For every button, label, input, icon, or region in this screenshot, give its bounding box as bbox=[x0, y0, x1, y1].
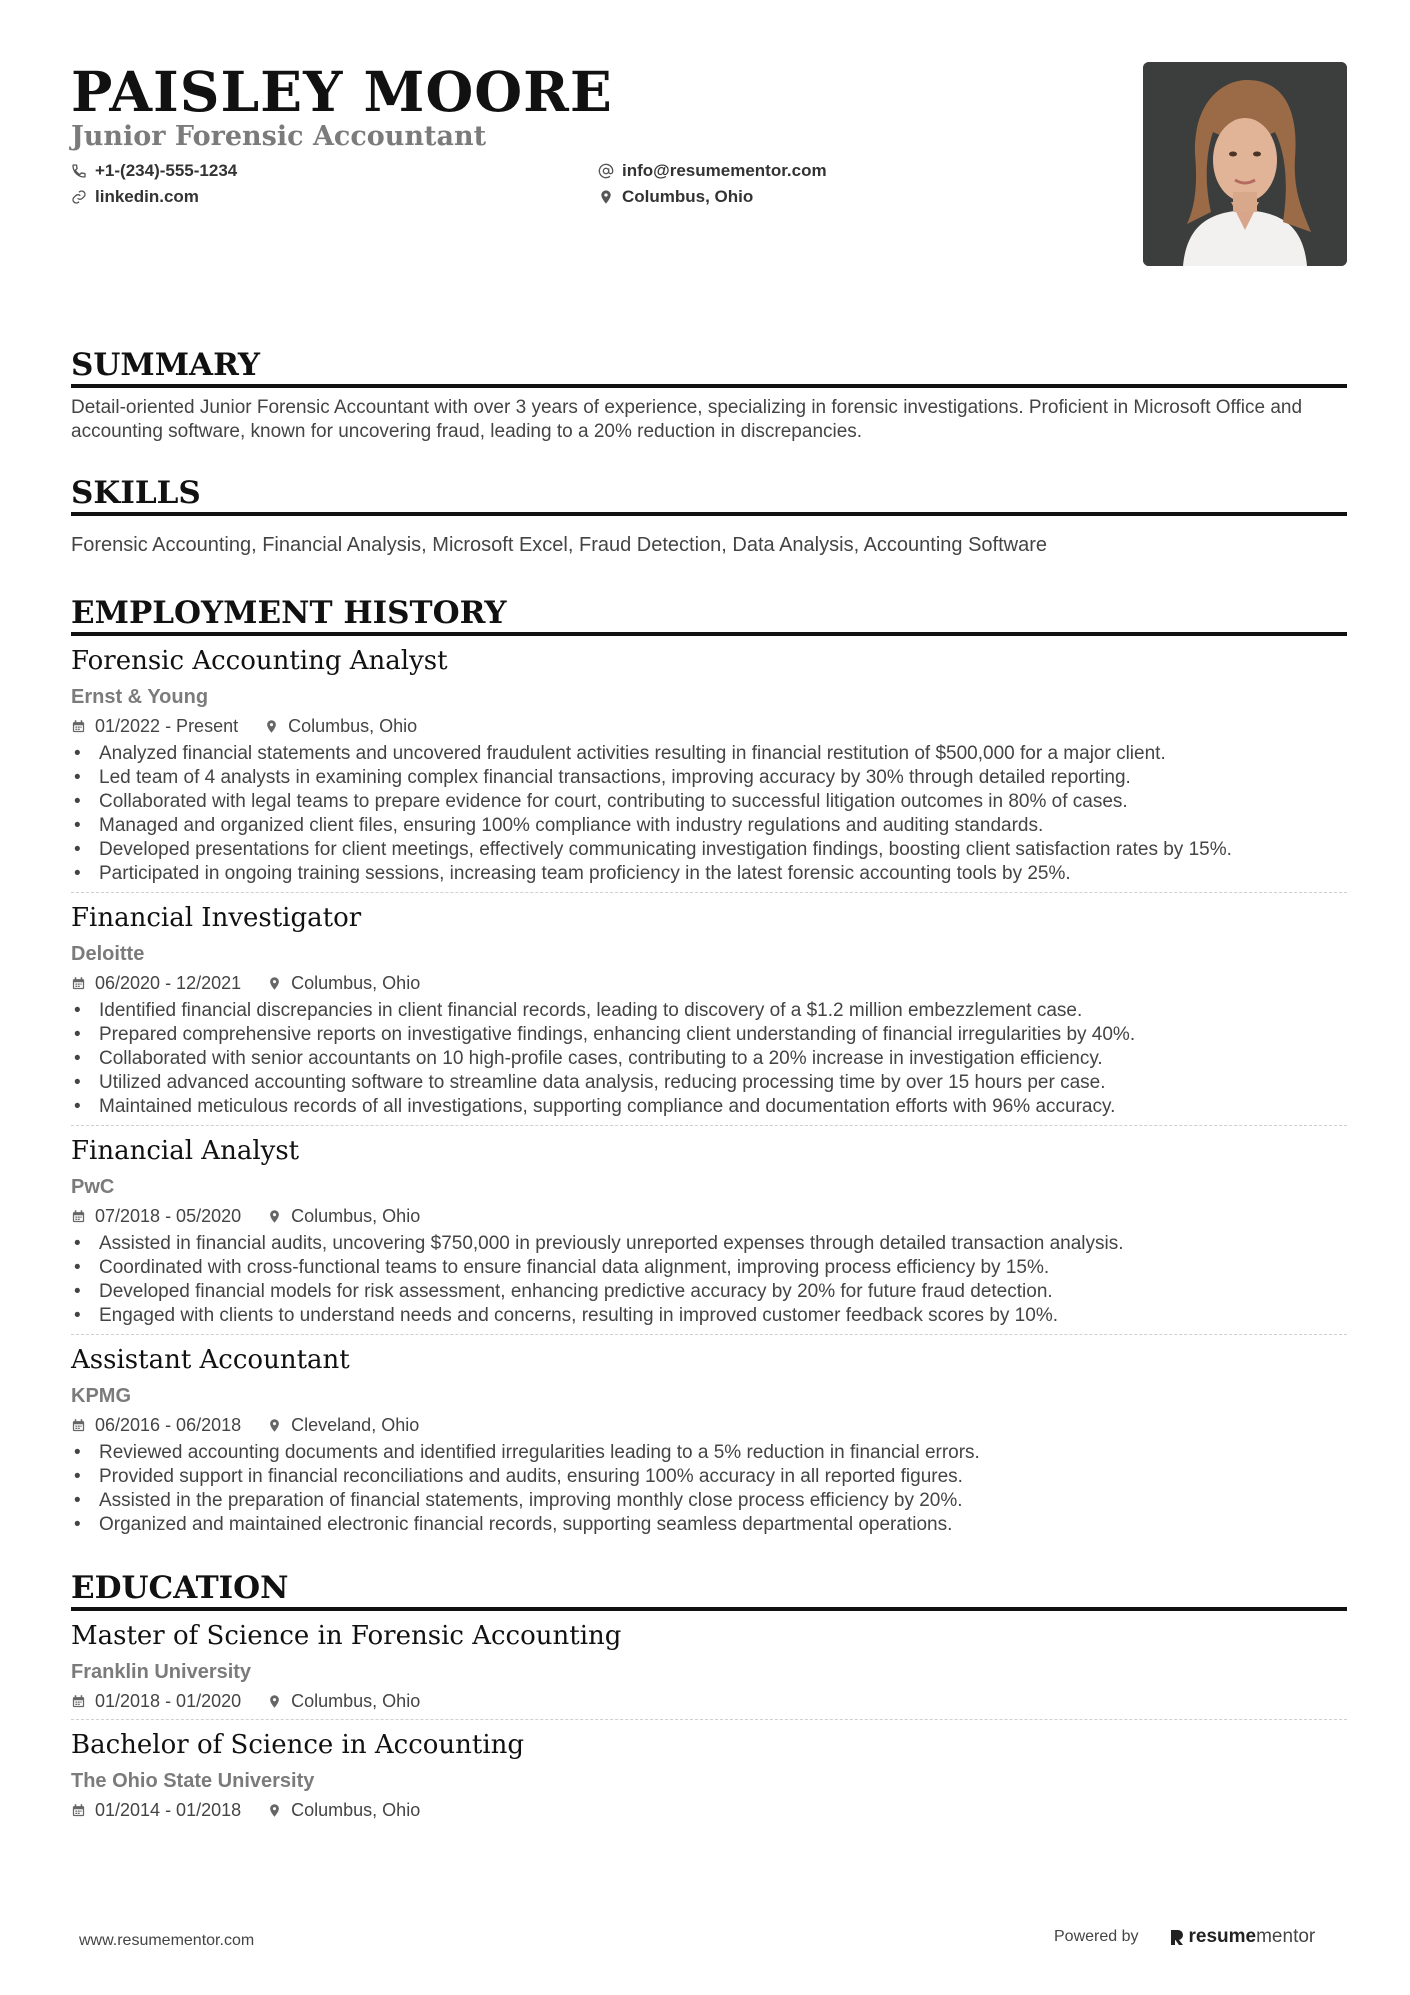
skills-text: Forensic Accounting, Financial Analysis, Microsoft Excel, Fraud Detection, Data Analysis, Accounting Software bbox=[71, 534, 1048, 556]
contact-linkedin[interactable] bbox=[71, 186, 598, 208]
location-text: Columbus, Ohio bbox=[291, 973, 421, 993]
job-meta bbox=[71, 1413, 1347, 1437]
bullet-item: • Identified financial discrepancies in client financial records, leading to discovery of a $1.2 million embezzlement case. bbox=[71, 999, 1347, 1023]
job-title: Financial Analyst bbox=[71, 1136, 300, 1166]
bullet-item: • Organized and maintained electronic financial records, supporting seamless departmental operations. bbox=[71, 1513, 1347, 1537]
location-pin-icon bbox=[267, 1209, 282, 1224]
dates-text: 01/2018 - 01/2020 bbox=[95, 1691, 242, 1711]
bullet-item: • Reviewed accounting documents and identified irregularities leading to a 5% reduction in financial errors. bbox=[71, 1441, 1347, 1465]
education-heading: EDUCATION bbox=[71, 1569, 1347, 1611]
job-meta bbox=[71, 714, 1347, 738]
employment-heading: EMPLOYMENT HISTORY bbox=[71, 594, 1347, 636]
bullet-item: • Assisted in financial audits, uncovering $750,000 in previously unreported expenses through detailed transaction analysis. bbox=[71, 1232, 1347, 1256]
education-entry bbox=[71, 1619, 1347, 1720]
summary-block bbox=[71, 346, 1347, 444]
calendar-icon bbox=[71, 1694, 86, 1709]
education-meta bbox=[71, 1689, 1347, 1713]
profile-photo bbox=[1143, 62, 1347, 266]
portrait-image bbox=[1143, 62, 1347, 266]
brand-logo[interactable] bbox=[1169, 1926, 1316, 1948]
resumementor-logo-icon bbox=[1169, 1928, 1185, 1946]
job-entry bbox=[71, 901, 1347, 1126]
calendar-icon bbox=[71, 1209, 86, 1224]
job-bullets bbox=[71, 999, 1347, 1119]
bullet-item: • Utilized advanced accounting software to streamline data analysis, reducing processing time by over 15 hours per case. bbox=[71, 1071, 1347, 1095]
bullet-item: • Collaborated with legal teams to prepare evidence for court, contributing to successful litigation outcomes in 80% of cases. bbox=[71, 790, 1347, 814]
bullet-item: • Maintained meticulous records of all investigations, supporting compliance and documentation efforts with 96% accuracy. bbox=[71, 1095, 1347, 1119]
dates-text: 06/2020 - 12/2021 bbox=[95, 973, 242, 993]
bullet-item: • Managed and organized client files, ensuring 100% compliance with industry regulations and auditing standards. bbox=[71, 814, 1347, 838]
job-location bbox=[264, 714, 417, 738]
contact-location bbox=[598, 186, 998, 208]
bullet-item: • Analyzed financial statements and uncovered fraudulent activities resulting in financial restitution of $500,000 for a major client. bbox=[71, 742, 1347, 766]
company-name: KPMG bbox=[71, 1385, 131, 1407]
location-pin-icon bbox=[267, 1803, 282, 1818]
job-dates bbox=[71, 714, 238, 738]
candidate-title: Junior Forensic Accountant bbox=[71, 121, 487, 152]
bullet-item: • Provided support in financial reconciliations and audits, ensuring 100% accuracy in all reported figures. bbox=[71, 1465, 1347, 1489]
at-icon bbox=[598, 163, 614, 179]
employment-block bbox=[71, 594, 1347, 1543]
job-bullets bbox=[71, 1441, 1347, 1537]
education-entry bbox=[71, 1728, 1347, 1828]
degree-title: Bachelor of Science in Accounting bbox=[71, 1730, 525, 1760]
education-location bbox=[267, 1689, 420, 1713]
job-entry bbox=[71, 1134, 1347, 1335]
location-text: Columbus, Ohio bbox=[291, 1206, 421, 1226]
education-dates bbox=[71, 1798, 241, 1822]
job-title: Forensic Accounting Analyst bbox=[71, 646, 448, 676]
location-text: Columbus, Ohio bbox=[288, 716, 418, 736]
calendar-icon bbox=[71, 1418, 86, 1433]
resume-page bbox=[71, 60, 1347, 1828]
school-name: The Ohio State University bbox=[71, 1770, 315, 1792]
job-dates bbox=[71, 1204, 241, 1228]
contact-email[interactable] bbox=[598, 160, 998, 182]
footer-website[interactable]: www.resumementor.com bbox=[79, 1932, 255, 1949]
job-entry bbox=[71, 1343, 1347, 1543]
job-bullets bbox=[71, 742, 1347, 886]
brand-bold: resume bbox=[1188, 1926, 1257, 1947]
summary-heading: SUMMARY bbox=[71, 346, 1347, 388]
dates-text: 01/2014 - 01/2018 bbox=[95, 1800, 242, 1820]
location-text: Columbus, Ohio bbox=[291, 1691, 421, 1711]
job-meta bbox=[71, 971, 1347, 995]
dates-text: 07/2018 - 05/2020 bbox=[95, 1206, 242, 1226]
location-text: Cleveland, Ohio bbox=[291, 1415, 420, 1435]
location-text: Columbus, Ohio bbox=[622, 187, 754, 206]
job-entry bbox=[71, 644, 1347, 893]
dates-text: 01/2022 - Present bbox=[95, 716, 239, 736]
education-dates bbox=[71, 1689, 241, 1713]
link-icon bbox=[71, 189, 87, 205]
degree-title: Master of Science in Forensic Accounting bbox=[71, 1621, 622, 1651]
location-pin-icon bbox=[267, 1418, 282, 1433]
powered-by-label: Powered by bbox=[1054, 1928, 1139, 1945]
education-block bbox=[71, 1569, 1347, 1828]
job-bullets bbox=[71, 1232, 1347, 1328]
calendar-icon bbox=[71, 1803, 86, 1818]
location-pin-icon bbox=[267, 976, 282, 991]
bullet-item: • Participated in ongoing training sessions, increasing team proficiency in the latest forensic accounting tools by 25%. bbox=[71, 862, 1347, 886]
phone-text: +1-(234)-555-1234 bbox=[95, 161, 238, 180]
job-dates bbox=[71, 1413, 241, 1437]
job-dates bbox=[71, 971, 241, 995]
location-text: Columbus, Ohio bbox=[291, 1800, 421, 1820]
bullet-item: • Assisted in the preparation of financial statements, improving monthly close process efficiency by 20%. bbox=[71, 1489, 1347, 1513]
bullet-item: • Collaborated with senior accountants on 10 high-profile cases, contributing to a 20% increase in investigation efficiency. bbox=[71, 1047, 1347, 1071]
location-pin-icon bbox=[267, 1694, 282, 1709]
dates-text: 06/2016 - 06/2018 bbox=[95, 1415, 242, 1435]
company-name: Deloitte bbox=[71, 943, 145, 965]
phone-icon bbox=[71, 163, 87, 179]
resume-header bbox=[71, 60, 1347, 245]
contact-phone[interactable] bbox=[71, 160, 598, 182]
bullet-item: • Developed presentations for client meetings, effectively communicating investigation findings, boosting client satisfaction rates by 15%. bbox=[71, 838, 1347, 862]
summary-text: Detail-oriented Junior Forensic Accountant with over 3 years of experience, specializing in forensic investigations. Proficient in Microsoft Office and accounting software, known for uncovering fraud, leading to a 20% reduction in discrepancies. bbox=[71, 397, 1303, 442]
job-location bbox=[267, 1413, 419, 1437]
school-name: Franklin University bbox=[71, 1661, 252, 1683]
candidate-name: PAISLEY MOORE bbox=[71, 59, 613, 124]
job-location bbox=[267, 971, 420, 995]
job-title: Assistant Accountant bbox=[71, 1345, 350, 1375]
brand-light: mentor bbox=[1256, 1926, 1316, 1947]
location-pin-icon bbox=[598, 189, 614, 205]
linkedin-text: linkedin.com bbox=[95, 187, 199, 206]
calendar-icon bbox=[71, 719, 86, 734]
job-location bbox=[267, 1204, 420, 1228]
education-meta bbox=[71, 1798, 1347, 1822]
company-name: PwC bbox=[71, 1176, 115, 1198]
company-name: Ernst & Young bbox=[71, 686, 209, 708]
bullet-item: • Coordinated with cross-functional teams to ensure financial data alignment, improving process efficiency by 15%. bbox=[71, 1256, 1347, 1280]
email-text: info@resumementor.com bbox=[622, 161, 827, 180]
bullet-item: • Engaged with clients to understand needs and concerns, resulting in improved customer feedback scores by 10%. bbox=[71, 1304, 1347, 1328]
education-location bbox=[267, 1798, 420, 1822]
location-pin-icon bbox=[264, 719, 279, 734]
footer-powered bbox=[1054, 1926, 1315, 1948]
calendar-icon bbox=[71, 976, 86, 991]
job-meta bbox=[71, 1204, 1347, 1228]
bullet-item: • Developed financial models for risk assessment, enhancing predictive accuracy by 20% for future fraud detection. bbox=[71, 1280, 1347, 1304]
skills-heading: SKILLS bbox=[71, 474, 1347, 516]
job-title: Financial Investigator bbox=[71, 903, 362, 933]
skills-block bbox=[71, 474, 1347, 558]
bullet-item: • Prepared comprehensive reports on investigative findings, enhancing client understanding of financial irregularities by 40%. bbox=[71, 1023, 1347, 1047]
bullet-item: • Led team of 4 analysts in examining complex financial transactions, improving accuracy by 30% through detailed reporting. bbox=[71, 766, 1347, 790]
